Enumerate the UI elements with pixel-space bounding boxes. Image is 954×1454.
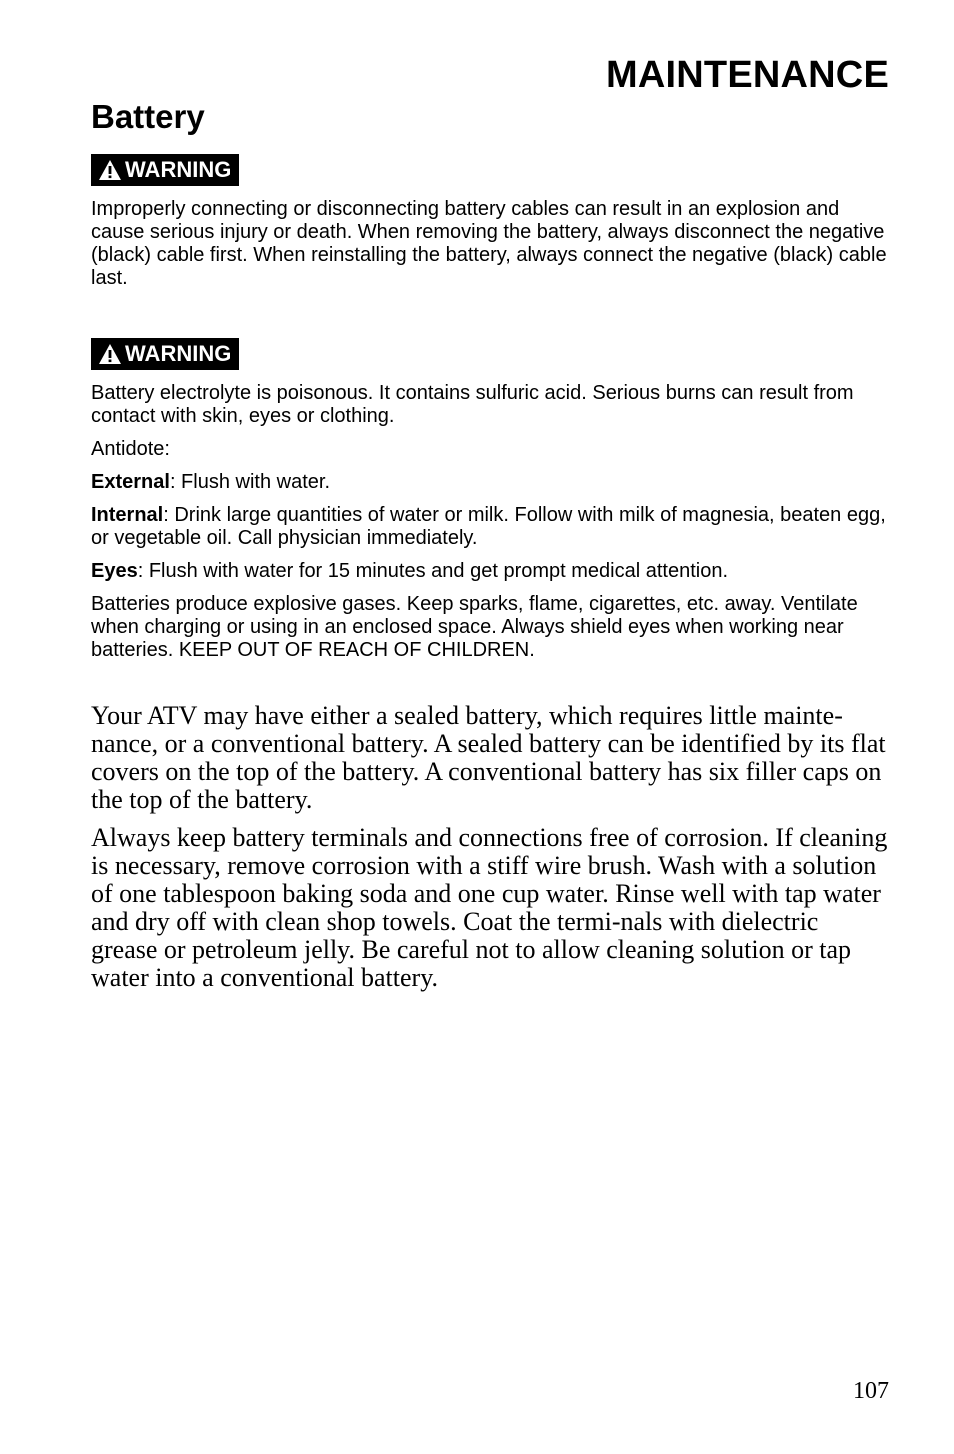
antidote-label: Antidote: bbox=[91, 438, 170, 460]
warning-badge bbox=[91, 154, 239, 186]
warning-paragraph: Improperly connecting or disconnecting battery cables can result in an explosion and cause serious injury or death. When removing the battery, always disconnect the negative (black) cable first. When reinstalling the battery, always connect the negative (black) cable last. bbox=[91, 198, 887, 289]
warning-triangle-icon bbox=[98, 343, 122, 365]
warning-intro: Battery electrolyte is poisonous. It contains sulfuric acid. Serious burns can result from contact with skin, eyes or clothing. bbox=[91, 382, 854, 427]
warning-label: WARNING bbox=[125, 341, 232, 366]
antidote-eyes-label: Eyes bbox=[91, 560, 138, 582]
antidote-external-label: External bbox=[91, 471, 170, 493]
antidote-eyes bbox=[91, 560, 889, 583]
warning-label: WARNING bbox=[125, 157, 232, 182]
antidote-internal-text: : Drink large quantities of water or milk. Follow with milk of magnesia, beaten egg, or vegetable oil. Call physician immediately. bbox=[91, 504, 886, 549]
page-number: 107 bbox=[853, 1378, 889, 1404]
warning-block-electrolyte bbox=[91, 338, 889, 672]
body-paragraph: Your ATV may have either a sealed battery, which requires little mainte-nance, or a conventional battery. A sealed battery can be identified by its flat covers on the top of the battery. A conventional battery has six filler caps on the top of the battery. bbox=[91, 701, 886, 814]
warning-closing: Batteries produce explosive gases. Keep sparks, flame, cigarettes, etc. away. Ventilate when charging or using in an enclosed space. Always shield eyes when working near batteries. KEEP OUT OF REACH OF CHILDREN. bbox=[91, 593, 858, 661]
warning-text bbox=[91, 198, 889, 290]
body-text bbox=[91, 702, 889, 1002]
warning-triangle-icon bbox=[98, 159, 122, 181]
warning-text bbox=[91, 382, 889, 662]
antidote-external bbox=[91, 471, 889, 494]
antidote-external-text: : Flush with water. bbox=[169, 471, 330, 493]
antidote-eyes-text: : Flush with water for 15 minutes and get prompt medical attention. bbox=[137, 560, 729, 582]
section-header: MAINTENANCE bbox=[606, 54, 889, 96]
body-paragraph: Always keep battery terminals and connections free of corrosion. If cleaning is necessary, remove corrosion with a stiff wire brush. Wash with a solution of one tablespoon baking soda and one cup water. Rinse well with tap water and dry off with clean shop towels. Coat the termi-nals with dielectric grease or petroleum jelly. Be careful not to allow cleaning solution or tap water into a conventional battery. bbox=[91, 823, 888, 992]
warning-badge bbox=[91, 338, 239, 370]
warning-block-cables bbox=[91, 154, 889, 300]
antidote-internal-label: Internal bbox=[91, 504, 164, 526]
antidote-internal bbox=[91, 504, 889, 550]
manual-page bbox=[91, 0, 889, 1454]
page-title: Battery bbox=[91, 98, 205, 135]
